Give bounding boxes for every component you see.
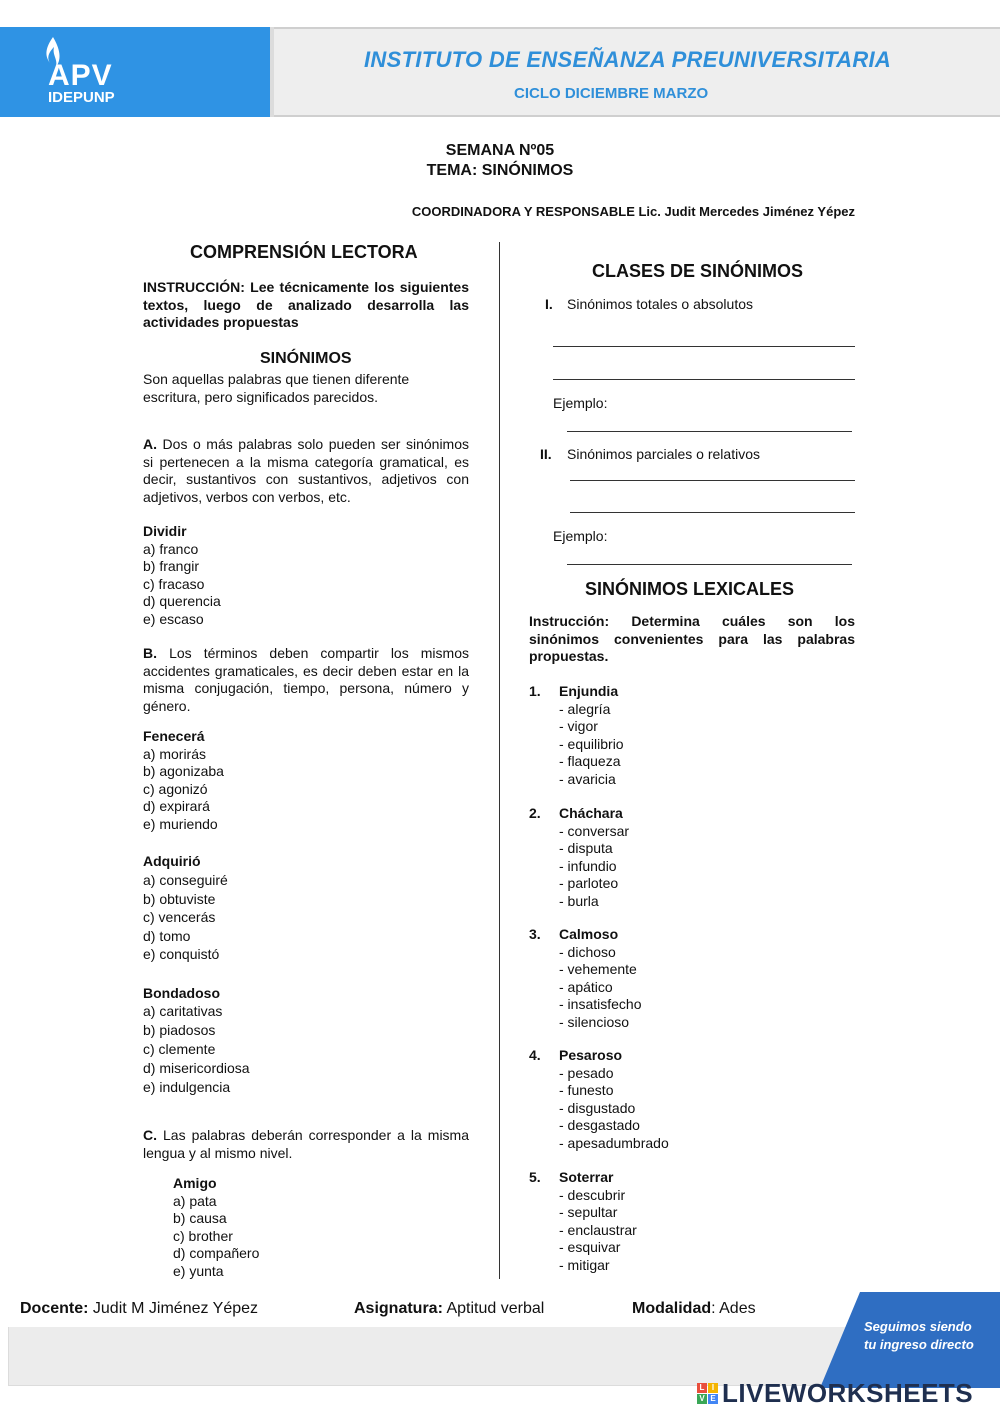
lexical-item (529, 1169, 637, 1274)
option-d[interactable]: d) misericordiosa (143, 1060, 250, 1076)
rule-c-label: C. (143, 1127, 157, 1143)
item-number: 4. (529, 1047, 541, 1063)
cycle-label: CICLO DICIEMBRE MARZO (514, 85, 709, 102)
item-option[interactable]: - disgustado (559, 1099, 636, 1116)
item-option[interactable]: - flaqueza (559, 753, 621, 769)
item-option[interactable]: - apático (559, 978, 613, 995)
slogan-line-1: Seguimos siendo (864, 1319, 972, 1334)
exercise-word: Amigo (173, 1175, 217, 1191)
lexical-item (529, 683, 624, 788)
item-header (529, 683, 624, 701)
example-label: Ejemplo: (553, 395, 608, 411)
class-2-label: Sinónimos parciales o relativos (567, 446, 760, 462)
class-1-label: Sinónimos totales o absolutos (567, 296, 753, 312)
answer-line[interactable] (553, 346, 855, 347)
option-c[interactable]: c) vencerás (143, 909, 216, 925)
option-a[interactable]: a) franco (143, 540, 199, 557)
liveworksheets-watermark (697, 1378, 973, 1408)
option-a[interactable]: a) pata (173, 1192, 217, 1209)
exercise-fenecera (143, 728, 224, 833)
option-c[interactable]: c) agonizó (143, 780, 208, 797)
item-word: Calmoso (559, 926, 619, 942)
option-e[interactable]: e) yunta (173, 1262, 224, 1279)
item-option[interactable]: - disputa (559, 840, 613, 856)
item-option[interactable]: - funesto (559, 1082, 614, 1098)
option-b[interactable]: b) frangir (143, 558, 200, 574)
lexical-item (529, 1047, 669, 1152)
rule-a-label: A. (143, 436, 157, 452)
class-2-number: II. (540, 446, 552, 462)
week-title: SEMANA Nº05 (445, 142, 555, 159)
footer-subject (354, 1300, 544, 1318)
lexical-heading: SINÓNIMOS LEXICALES (585, 579, 795, 599)
lexical-instruction-text: Determina cuáles son los sinónimos convenientes para las palabras propuestas. (529, 613, 856, 664)
item-option[interactable]: - dichoso (559, 943, 616, 960)
option-e[interactable]: e) conquistó (143, 946, 220, 962)
item-option[interactable]: - silencioso (559, 1013, 630, 1030)
coordinator-line: COORDINADORA Y RESPONSABLE Lic. Judit Mercedes Jiménez Yépez (411, 204, 855, 219)
subject-label: Asignatura: (354, 1300, 443, 1317)
answer-line[interactable] (553, 379, 855, 380)
item-option[interactable]: - vigor (559, 718, 598, 734)
lexical-item (529, 926, 641, 1031)
item-option[interactable]: - pesado (559, 1064, 614, 1081)
exercise-dividir (143, 523, 221, 628)
option-c[interactable]: c) brother (173, 1227, 233, 1244)
item-header (529, 1047, 669, 1065)
apv-logo (0, 27, 270, 117)
lexical-item (529, 805, 629, 910)
option-e[interactable]: e) muriendo (143, 815, 218, 832)
example-line[interactable] (567, 431, 852, 432)
subject-name: Aptitud verbal (446, 1300, 545, 1317)
option-d[interactable]: d) compañero (173, 1245, 260, 1261)
teacher-label: Docente: (20, 1300, 89, 1317)
footer-teacher (20, 1300, 258, 1318)
liveworksheets-logo-icon (697, 1383, 718, 1404)
exercise-word: Adquirió (143, 853, 201, 869)
option-b[interactable]: b) piadosos (143, 1022, 216, 1038)
mode-label: Modalidad (632, 1300, 712, 1317)
item-word: Soterrar (559, 1169, 614, 1185)
item-header (529, 805, 629, 823)
footer-slogan (864, 1318, 974, 1354)
exercise-word: Bondadoso (143, 985, 220, 1001)
item-word: Enjundia (559, 683, 619, 699)
item-option[interactable]: - vehemente (559, 961, 637, 977)
item-word: Pesaroso (559, 1047, 623, 1063)
teacher-name: Judit M Jiménez Yépez (92, 1300, 259, 1317)
item-option[interactable]: - burla (559, 892, 599, 909)
topic-title: TEMA: SINÓNIMOS (426, 162, 574, 179)
reading-heading: COMPRENSIÓN LECTORA (190, 242, 418, 262)
option-d[interactable]: d) querencia (143, 593, 221, 609)
rule-c-text: Las palabras deberán corresponder a la misma lengua y al mismo nivel. (143, 1127, 470, 1161)
item-number: 5. (529, 1169, 541, 1185)
item-header (529, 1169, 637, 1187)
item-option[interactable]: - insatisfecho (559, 996, 642, 1012)
instruction-label: INSTRUCCIÓN: (143, 279, 245, 295)
rule-c (143, 1127, 469, 1162)
example-label: Ejemplo: (553, 528, 608, 544)
synonyms-heading: SINÓNIMOS (260, 350, 352, 367)
exercise-adquirio (143, 852, 228, 964)
slogan-line-2: tu ingreso directo (864, 1337, 974, 1352)
lexical-instruction (529, 613, 855, 666)
option-a[interactable]: a) morirás (143, 745, 207, 762)
exercise-amigo (173, 1175, 259, 1280)
item-word: Cháchara (559, 805, 623, 821)
footer-mode (632, 1300, 756, 1318)
header-title-box (274, 27, 1000, 117)
logo-letter: I (708, 1383, 718, 1393)
item-option[interactable]: - avaricia (559, 770, 616, 787)
mode-value: : Ades (711, 1300, 756, 1317)
answer-line[interactable] (570, 480, 855, 481)
logo-subtext: IDEPUNP (48, 89, 115, 106)
logo-text: APV (48, 59, 113, 92)
item-number: 1. (529, 683, 541, 699)
item-option[interactable]: - infundio (559, 857, 617, 874)
rule-a-text: Dos o más palabras solo pueden ser sinónimos si pertenecen a la misma categoría gramatical, es decir, sustantivos con sustantivos, adjetivos con adjetivos, verbos con verbos, etc. (143, 436, 470, 505)
option-c[interactable]: c) clemente (143, 1041, 216, 1057)
item-option[interactable]: - descubrir (559, 1186, 626, 1203)
classes-heading: CLASES DE SINÓNIMOS (592, 261, 804, 281)
item-option[interactable]: - mitigar (559, 1256, 610, 1273)
rule-b-label: B. (143, 645, 157, 661)
item-option[interactable]: - apesadumbrado (559, 1134, 669, 1151)
item-number: 3. (529, 926, 541, 942)
instruction-text: Lee técnicamente los siguientes textos, luego de analizado desarrolla las actividades propuestas (143, 279, 470, 330)
item-number: 2. (529, 805, 541, 821)
item-option[interactable]: - desgastado (559, 1117, 640, 1133)
item-option[interactable]: - conversar (559, 822, 630, 839)
institute-title: INSTITUTO DE ENSEÑANZA PREUNIVERSITARIA (364, 47, 892, 72)
instruction-paragraph (143, 279, 469, 332)
option-b[interactable]: b) agonizaba (143, 763, 224, 779)
answer-line[interactable] (570, 512, 855, 513)
class-1-number: I. (545, 296, 553, 312)
lexical-instruction-label: Instrucción: (529, 613, 610, 629)
page-header (0, 27, 1000, 117)
option-d[interactable]: d) tomo (143, 927, 191, 944)
item-header (529, 926, 641, 944)
item-option[interactable]: - sepultar (559, 1204, 618, 1220)
option-a[interactable]: a) caritativas (143, 1003, 223, 1019)
column-divider (499, 242, 500, 1279)
watermark-text: LIVEWORKSHEETS (722, 1377, 974, 1408)
logo-letter: V (697, 1394, 707, 1404)
item-option[interactable]: - alegría (559, 700, 611, 717)
rule-a (143, 436, 469, 506)
rule-b-text: Los términos deben compartir los mismos accidentes gramaticales, es decir deben estar en la misma conjugación, tiempo, persona, número y género. (143, 645, 469, 714)
option-e[interactable]: e) indulgencia (143, 1079, 231, 1095)
rule-b (143, 645, 469, 715)
exercise-word: Fenecerá (143, 728, 205, 744)
item-option[interactable]: - esquivar (559, 1239, 621, 1255)
exercise-word: Dividir (143, 523, 187, 539)
option-b[interactable]: b) obtuviste (143, 890, 216, 907)
option-c[interactable]: c) fracaso (143, 575, 205, 592)
option-e[interactable]: e) escaso (143, 610, 204, 627)
item-option[interactable]: - parloteo (559, 875, 619, 891)
option-a[interactable]: a) conseguiré (143, 872, 228, 888)
synonyms-definition: Son aquellas palabras que tienen diferente escritura, pero significados parecidos. (143, 371, 410, 405)
item-option[interactable]: - equilibrio (559, 735, 624, 752)
logo-letter: E (708, 1394, 718, 1404)
option-b[interactable]: b) causa (173, 1210, 227, 1226)
item-option[interactable]: - enclaustrar (559, 1221, 637, 1238)
exercise-bondadoso (143, 984, 250, 1097)
option-d[interactable]: d) expirará (143, 798, 210, 814)
logo-letter: L (697, 1383, 707, 1393)
example-line[interactable] (567, 564, 852, 565)
